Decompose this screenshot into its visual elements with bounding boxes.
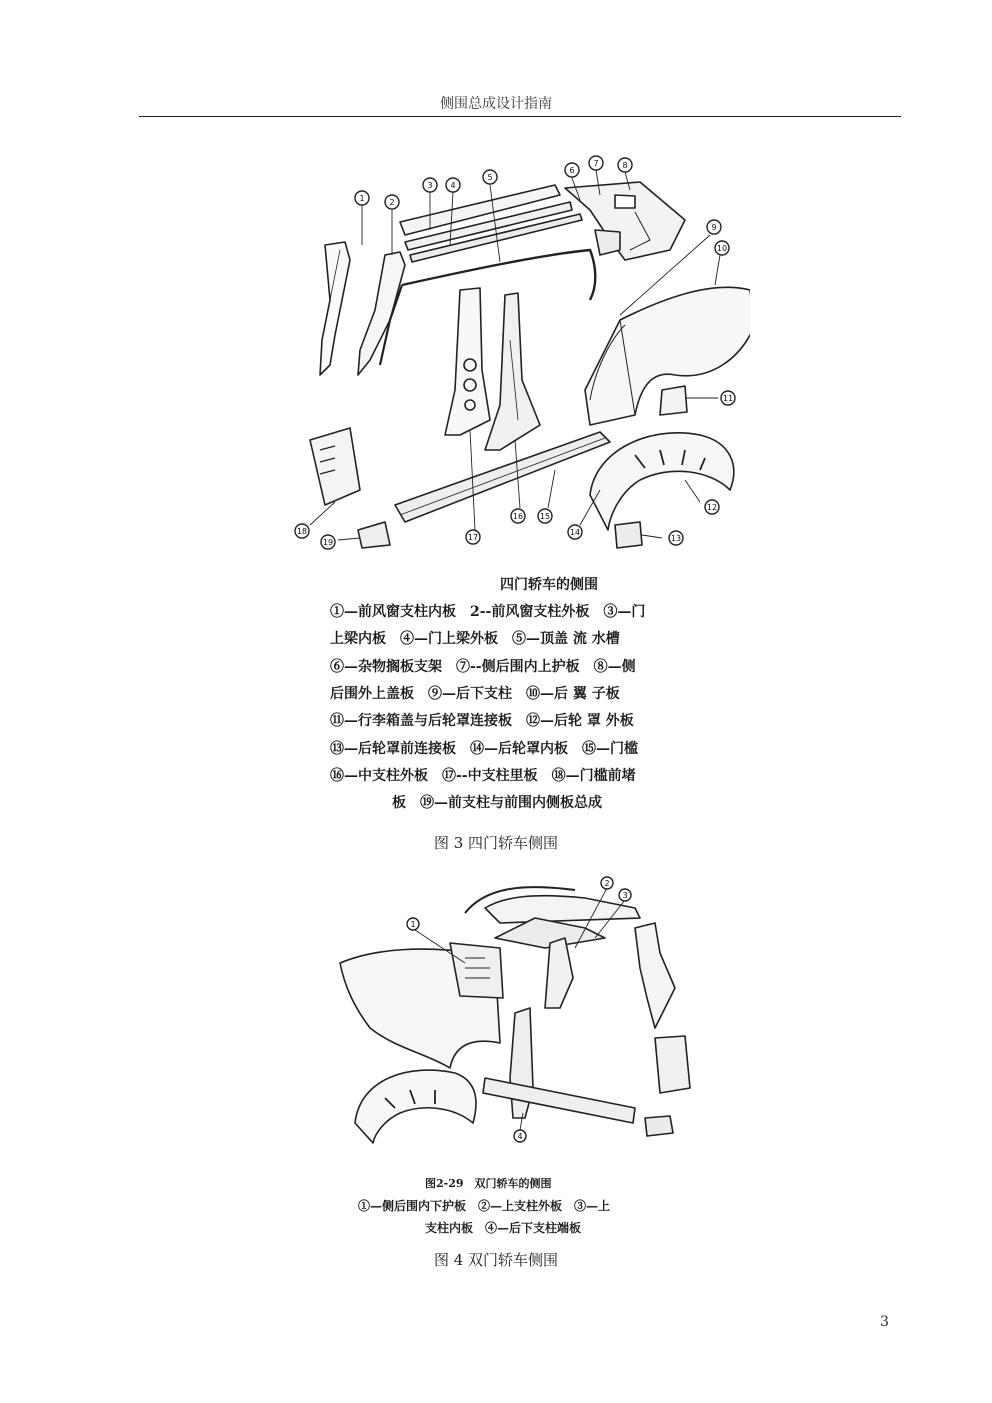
callout-15-label: 15 (539, 512, 551, 521)
callout-19-label: 19 (322, 538, 334, 547)
callout-8-label: 8 (622, 161, 628, 170)
figure-4-inner-title: 图2-29 双门轿车的侧围 (425, 1177, 552, 1190)
callout-2-label: 2 (389, 198, 395, 207)
callout-6-label: 6 (569, 166, 575, 175)
figure-4-caption: 图 4 双门轿车侧围 (433, 1251, 559, 1269)
callout-17-label: 17 (467, 533, 479, 542)
callout-2-label: 2 (604, 879, 610, 888)
header-rule (139, 116, 901, 117)
callout-10-label: 10 (716, 244, 728, 253)
callout-5-label: 5 (487, 173, 493, 182)
figure-3-legend-line: ⑪—行李箱盖与后轮罩连接板 ⑫—后轮 罩 外板 (330, 713, 634, 729)
figure-3-legend-line: 上梁内板 ④—门上梁外板 ⑤—顶盖 流 水槽 (330, 631, 620, 647)
figure-3-caption: 图 3 四门轿车侧围 (433, 834, 559, 852)
page-header-title: 侧围总成设计指南 (440, 96, 552, 112)
callout-4-label: 4 (517, 1132, 523, 1141)
callout-7-label: 7 (593, 159, 599, 168)
figure-4-drawing (335, 868, 700, 1158)
callout-14-label: 14 (569, 528, 581, 537)
callout-1-label: 1 (410, 920, 416, 929)
figure-3-legend-line: ⑬—后轮罩前连接板 ⑭—后轮罩内板 ⑮—门槛 (330, 741, 638, 757)
figure-3-drawing (290, 150, 750, 560)
callout-16-label: 16 (512, 512, 524, 521)
figure-3-legend-line: 板 ⑲—前支柱与前围内侧板总成 (392, 795, 602, 811)
figure-4-legend-line: ①—侧后围内下护板 ②—上支柱外板 ③—上 (358, 1199, 611, 1213)
callout-9-label: 9 (711, 223, 717, 232)
figure-3-inner-title: 四门轿车的侧围 (500, 577, 598, 593)
callout-1-label: 1 (359, 194, 365, 203)
figure-3-legend-line: ⑯—中支柱外板 ⑰--中支柱里板 ⑱—门槛前堵 (330, 768, 636, 784)
callout-18-label: 18 (296, 527, 308, 536)
page-number: 3 (880, 1314, 889, 1330)
callout-3-label: 3 (427, 181, 433, 190)
figure-4-legend-line: 支柱内板 ④—后下支柱端板 (425, 1221, 582, 1235)
callout-4-label: 4 (450, 181, 456, 190)
figure-3-legend-line: ⑥—杂物搁板支架 ⑦--侧后围内上护板 ⑧—侧 (330, 659, 636, 675)
figure-3-legend-line: 后围外上盖板 ⑨—后下支柱 ⑩—后 翼 子板 (330, 686, 620, 702)
callout-3-label: 3 (622, 891, 628, 900)
figure-3-legend-line: ①—前风窗支柱内板 2--前风窗支柱外板 ③—门 (330, 604, 646, 620)
callout-13-label: 13 (670, 534, 682, 543)
callout-12-label: 12 (706, 503, 718, 512)
callout-11-label: 11 (722, 394, 734, 403)
